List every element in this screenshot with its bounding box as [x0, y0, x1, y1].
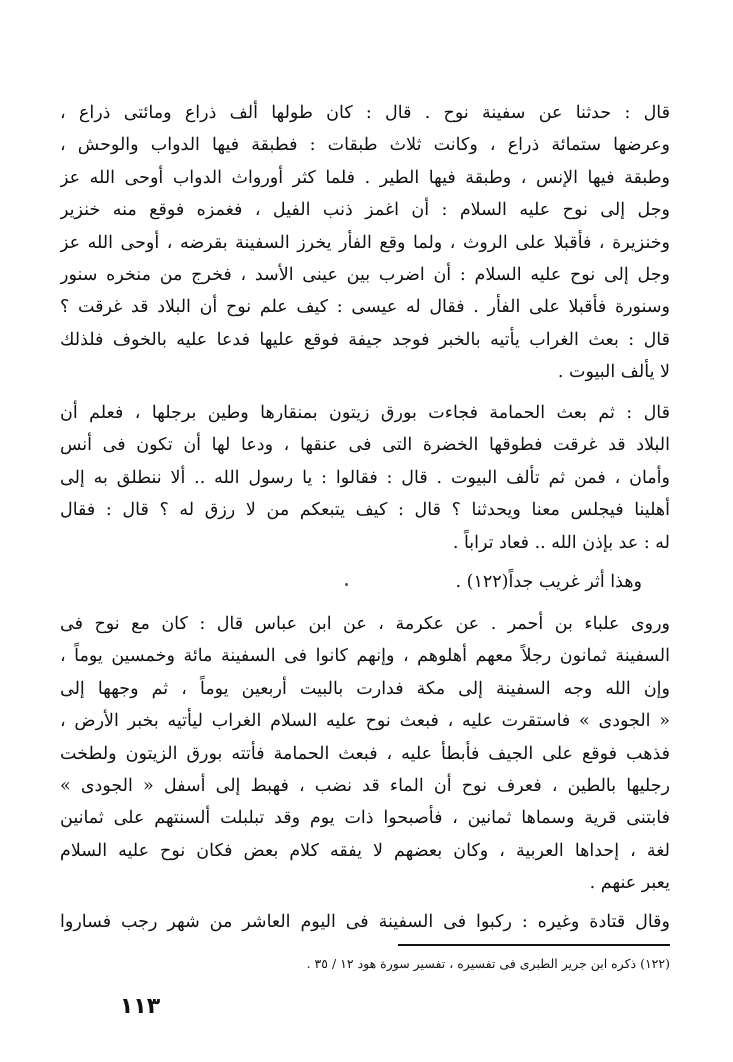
paragraph-ark-dimensions [60, 97, 670, 389]
text-line: وقال قتادة وغيره : ركبوا فى السفينة فى اليوم العاشر من شهر رجب فساروا [60, 912, 670, 932]
text-line: وهذا أثر غريب جداً(١٢٢) . [455, 572, 642, 592]
text-line: وأمان ، فمن ثم تألف البيوت . قال : فقالوا : يا رسول الله .. ألا ننطلق به إلى [60, 467, 670, 488]
text-line: وجل إلى نوح عليه السلام : أن اغمز ذنب الفيل ، فغمزه فوقع منه خنزير [60, 200, 670, 221]
text-line: وجل إلى نوح عليه السلام : أن اضرب بين عينى الأسد ، فخرج من منخره سنور [60, 264, 670, 285]
text-line: وطبقة فيها الإنس ، وطبقة فيها الطير . فلما كثر أورواث الدواب أوحى الله عز [60, 167, 670, 188]
text-line: قال : ثم بعث الحمامة فجاءت بورق زيتون بمنقارها وطين برجلها ، فعلم أن [60, 403, 670, 423]
text-line: قال : بعث الغراب يأتيه بالخبر فوجد جيفة فوقع عليها فدعا عليه بالخوف فلذلك [60, 329, 670, 350]
text-line: وخنزيرة ، فأقبلا على الروث ، ولما وقع الفأر يخرز السفينة بقرضه ، أوحى الله عز [60, 232, 670, 253]
paragraph-dove [60, 397, 670, 559]
paragraph-ibn-abbas [60, 608, 670, 900]
text-line: لغة ، إحداها العربية ، وكان بعضهم لا يفقه كلام بعض فكان نوح عليه السلام [60, 840, 670, 861]
text-line: وعرضها ستمائة ذراع ، وكانت ثلاث طبقات : فطبقة فيها الدواب والوحش ، [60, 135, 670, 156]
text-line: فذهب فوقع على الجيف فأبطأ عليه ، فبعث الحمامة فأتته بورق الزيتون ولطخت [60, 743, 670, 764]
text-line: قال : حدثنا عن سفينة نوح . قال : كان طولها ألف ذراع ومائتى ذراع ، [60, 103, 670, 123]
text-line: لا يألف البيوت . [557, 362, 670, 383]
text-line: وروى علباء بن أحمر . عن عكرمة ، عن ابن عباس قال : كان مع نوح فى [60, 614, 670, 634]
text-line: أهلينا فيجلس معنا ويحدثنا ؟ قال : كيف يتبعكم من لا رزق له ؟ قال : فقال [60, 500, 670, 521]
text-line: وإن الله وجه السفينة إلى مكة فدارت بالبيت أربعين يوماً ، ثم وجهها إلى [60, 678, 670, 699]
paragraph-qatada [60, 906, 670, 938]
print-speck [345, 583, 348, 586]
text-line: له : عد بإذن الله .. فعاد تراباً . [452, 532, 670, 553]
text-line: يعبر عنهم . [589, 873, 670, 894]
text-line: البلاد قد غرقت فطوقها الخضرة التى فى عنقها ، ودعا لها أن تكون فى أنس [60, 435, 670, 456]
footnote-divider [398, 944, 670, 946]
paragraph-remark [60, 566, 670, 598]
text-line: السفينة ثمانون رجلاً معهم أهلوهم ، وإنهم كانوا فى السفينة مائة وخمسين يوماً ، [60, 646, 670, 667]
text-line: فابتنى قرية وسماها ثمانين ، فأصبحوا ذات يوم وقد تبلبلت ألسنتهم على ثمانين [60, 808, 670, 829]
text-line: وسنورة فأقبلا على الفأر . فقال له عيسى : كيف علم نوح أن البلاد قد غرقت ؟ [60, 297, 670, 318]
text-line: « الجودى » فاستقرت عليه ، فبعث نوح عليه السلام الغراب ليأتيه بخبر الأرض ، [60, 711, 670, 732]
text-line: رجليها بالطين ، فعرف نوح أن الماء قد نضب ، فهبط إلى أسفل « الجودى » [60, 775, 670, 796]
page-number: ١١٣ [119, 994, 161, 1019]
footnote: (١٢٢) ذكره ابن جرير الطبرى فى تفسيره ، تفسير سورة هود ١٢ / ٣٥ . [306, 956, 670, 971]
